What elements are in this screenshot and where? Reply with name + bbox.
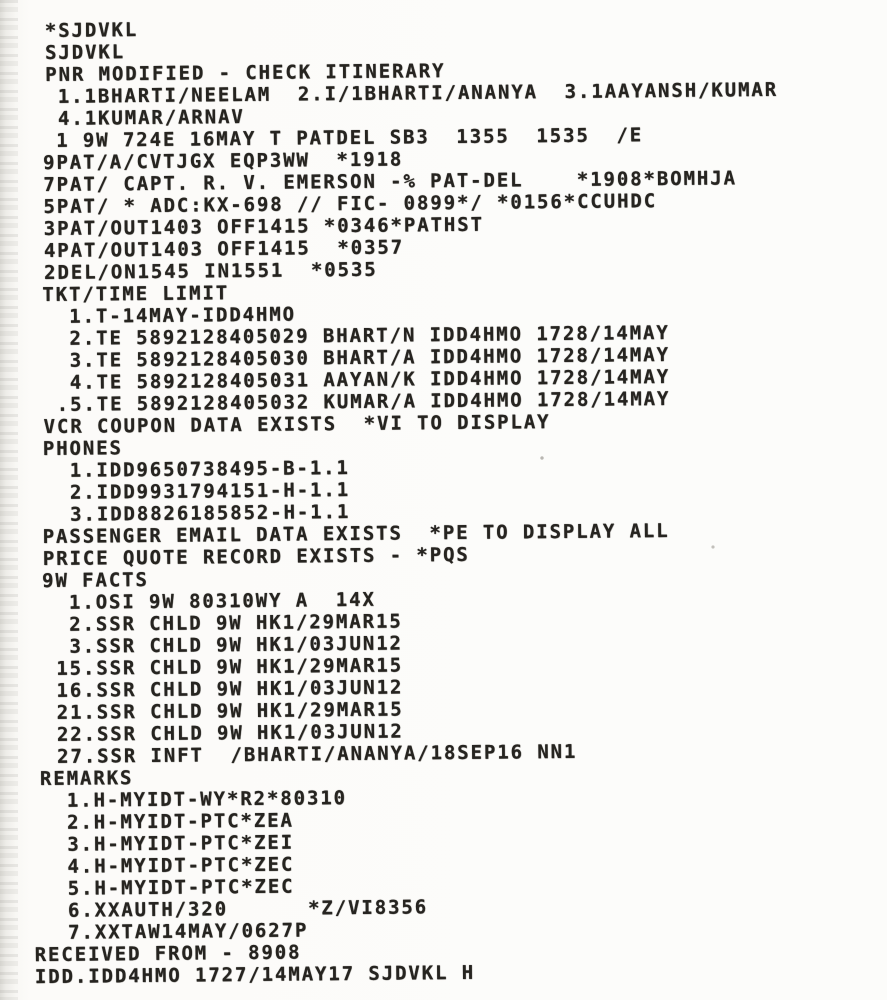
section-ticketing: [42, 277, 781, 438]
segment-info-line-3pat: 3PAT/OUT1403 OFF1415 *0346*PATHST: [43, 213, 484, 240]
pnr-modified-warning-line: PNR MODIFIED - CHECK ITINERARY: [45, 60, 446, 86]
remark-line-6: 6.XXAUTH/320 *Z/VI8356: [41, 896, 429, 923]
segment-info-line-2del: 2DEL/ON1545 IN1551 *0535: [44, 258, 378, 284]
fact-line-1-osi: 1.OSI 9W 80310WY A 14X: [42, 588, 376, 614]
tkt-line-2: 2.TE 5892128405029 BHART/N IDD4HMO 1728/14MAY: [42, 321, 670, 350]
command-echo-line: *SJDVKL: [44, 19, 139, 42]
facts-header: 9W FACTS: [41, 568, 149, 592]
section-airline-facts: [42, 563, 785, 768]
tkt-line-5: .5.TE 5892128405032 KUMAR/A IDD4HMO 1728/14MAY: [43, 387, 671, 416]
agent-signature-line: IDD.IDD4HMO 1727/14MAY17 SJDVKL H: [34, 961, 476, 989]
section-header: [45, 13, 778, 86]
section-remarks: [40, 761, 786, 944]
remark-line-1: 1.H-MYIDT-WY*R2*80310: [40, 787, 348, 813]
tkt-line-1: 1.T-14MAY-IDD4HMO: [42, 303, 297, 328]
section-itinerary: [43, 123, 780, 284]
flight-segment-line: 1 9W 724E 16MAY T PATDEL SB3 1355 1535 /E: [42, 124, 644, 152]
fact-line-27-ssr-inft: 27.SSR INFT /BHARTI/ANANYA/18SEP16 NN1: [43, 740, 578, 768]
tkt-line-4: 4.TE 5892128405031 AAYAN/K IDD4HMO 1728/14MAY: [43, 365, 671, 394]
fact-line-15-ssr-chld: 15.SSR CHLD 9W HK1/29MAR15: [42, 654, 404, 680]
price-quote-notice-line: PRICE QUOTE RECORD EXISTS - *PQS: [42, 543, 470, 570]
section-footer: [35, 937, 787, 988]
email-data-notice-line: PASSENGER EMAIL DATA EXISTS *PE TO DISPLAY ALL: [42, 519, 670, 548]
phone-line-3: 3.IDD8826185852-H-1.1: [43, 501, 351, 526]
segment-info-line-4pat: 4PAT/OUT1403 OFF1415 *0357: [43, 236, 405, 262]
fact-line-21-ssr-chld: 21.SSR CHLD 9W HK1/29MAR15: [43, 698, 404, 724]
received-from-line: RECEIVED FROM - 8908: [34, 941, 302, 967]
scan-edge-artifact: [0, 0, 18, 1000]
remark-line-2: 2.H-MYIDT-PTC*ZEA: [40, 809, 294, 835]
section-notices: [43, 519, 783, 570]
fact-line-2-ssr-chld: 2.SSR CHLD 9W HK1/29MAR15: [42, 610, 403, 636]
section-phones: [43, 431, 782, 526]
phones-header: PHONES: [42, 437, 123, 460]
tkt-time-limit-header: TKT/TIME LIMIT: [42, 282, 230, 306]
fact-line-22-ssr-chld: 22.SSR CHLD 9W HK1/03JUN12: [43, 720, 404, 746]
pnr-printout-text: [35, 13, 787, 988]
passenger-names-line-1: 1.1BHARTI/NEELAM 2.I/1BHARTI/ANANYA 3.1AAYANSH/KUMAR: [44, 78, 779, 108]
fact-line-3-ssr-chld: 3.SSR CHLD 9W HK1/03JUN12: [42, 632, 403, 658]
remark-line-3: 3.H-MYIDT-PTC*ZEI: [40, 831, 295, 857]
segment-info-line-9pat: 9PAT/A/CVTJGX EQP3WW *1918: [42, 148, 404, 174]
remark-line-4: 4.H-MYIDT-PTC*ZEC: [40, 853, 295, 879]
remarks-header: REMARKS: [39, 767, 134, 791]
record-locator-line: SJDVKL: [44, 41, 126, 64]
remark-line-5: 5.H-MYIDT-PTC*ZEC: [40, 875, 295, 901]
passenger-names-line-2: 4.1KUMAR/ARNAV: [44, 106, 245, 130]
phone-line-2: 2.IDD9931794151-H-1.1: [43, 479, 351, 504]
segment-info-line-7pat: 7PAT/ CAPT. R. V. EMERSON -% PAT-DEL *1908*BOMHJA: [43, 167, 737, 196]
section-passengers: [44, 79, 778, 130]
tkt-line-3: 3.TE 5892128405030 BHART/A IDD4HMO 1728/14MAY: [42, 343, 670, 372]
phone-line-1: 1.IDD9650738495-B-1.1: [42, 457, 350, 482]
vcr-coupon-notice-line: VCR COUPON DATA EXISTS *VI TO DISPLAY: [43, 411, 551, 438]
segment-info-line-5pat: 5PAT/ * ADC:KX-698 // FIC- 0899*/ *0156*CCUHDC: [43, 190, 658, 218]
remark-line-7: 7.XXTAW14MAY/0627P: [41, 919, 309, 945]
fact-line-16-ssr-chld: 16.SSR CHLD 9W HK1/03JUN12: [43, 676, 404, 702]
